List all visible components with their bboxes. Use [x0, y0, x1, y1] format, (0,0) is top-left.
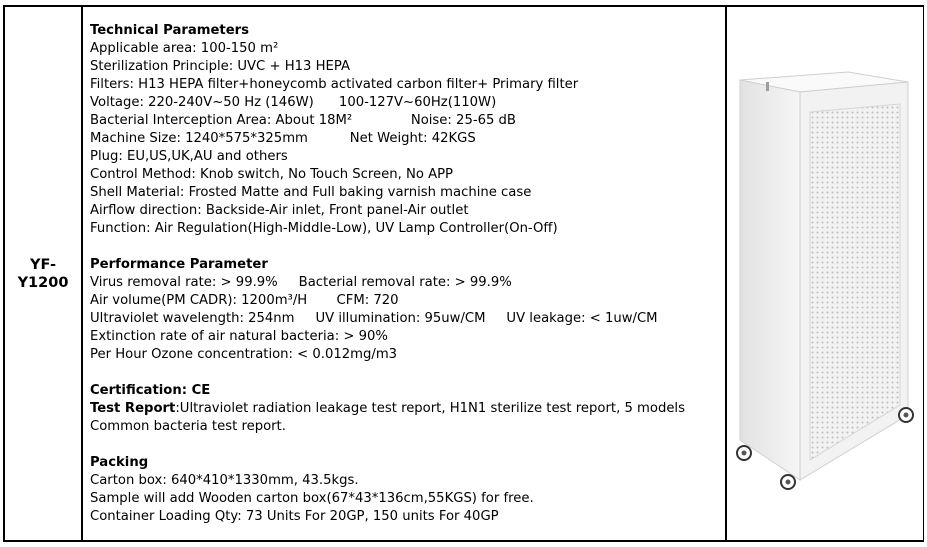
packing-container: Container Loading Qty: 73 Units For 20GP, 150 units For 40GP	[90, 509, 499, 524]
certification-row	[90, 382, 725, 400]
spec-virus-removal: Virus removal rate: > 99.9% Bacterial removal rate: > 99.9%	[90, 275, 512, 290]
model-name-line2: Y1200	[17, 275, 69, 291]
column-divider-model	[81, 5, 83, 542]
spec-cell	[90, 22, 725, 526]
packing-carton: Carton box: 640*410*1330mm, 43.5kgs.	[90, 473, 359, 488]
spec-size: Machine Size: 1240*575*325mm Net Weight: 42KGS	[90, 131, 476, 146]
spec-voltage: Voltage: 220-240V~50 Hz (146W) 100-127V~60Hz(110W)	[90, 95, 497, 110]
test-report-continued: Common bacteria test report.	[90, 419, 286, 434]
packing-sample: Sample will add Wooden carton box(67*43*136cm,55KGS) for free.	[90, 491, 534, 506]
spec-plug: Plug: EU,US,UK,AU and others	[90, 149, 288, 164]
spec-function: Function: Air Regulation(High-Middle-Low), UV Lamp Controller(On-Off)	[90, 221, 558, 236]
model-cell	[5, 256, 81, 292]
test-report-value: :Ultraviolet radiation leakage test report, H1N1 sterilize test report, 5 models	[175, 401, 685, 416]
certification-label: Certification	[90, 383, 182, 398]
spec-extinction: Extinction rate of air natural bacteria: > 90%	[90, 329, 388, 344]
spec-applicable-area: Applicable area: 100-150 m²	[90, 41, 279, 56]
spec-uv: Ultraviolet wavelength: 254nm UV illumination: 95uw/CM UV leakage: < 1uw/CM	[90, 311, 658, 326]
spec-airflow: Airflow direction: Backside-Air inlet, Front panel-Air outlet	[90, 203, 469, 218]
performance-heading: Performance Parameter	[90, 257, 268, 272]
technical-heading: Technical Parameters	[90, 23, 250, 38]
column-divider-image	[725, 5, 727, 542]
spec-sterilization: Sterilization Principle: UVC + H13 HEPA	[90, 59, 350, 74]
spec-shell: Shell Material: Frosted Matte and Full baking varnish machine case	[90, 185, 532, 200]
spec-air-volume: Air volume(PM CADR): 1200m³/H CFM: 720	[90, 293, 399, 308]
air-purifier-image	[730, 60, 920, 500]
spec-ozone: Per Hour Ozone concentration: < 0.012mg/m3	[90, 347, 398, 362]
test-report-label: Test Report	[90, 401, 176, 416]
spec-control: Control Method: Knob switch, No Touch Screen, No APP	[90, 167, 454, 182]
certification-value: : CE	[181, 383, 211, 398]
packing-heading: Packing	[90, 455, 149, 470]
spec-interception: Bacterial Interception Area: About 18M² Noise: 25-65 dB	[90, 113, 516, 128]
model-name-line1: YF-	[30, 257, 56, 273]
test-report-row	[90, 400, 725, 418]
spec-filters: Filters: H13 HEPA filter+honeycomb activated carbon filter+ Primary filter	[90, 77, 579, 92]
